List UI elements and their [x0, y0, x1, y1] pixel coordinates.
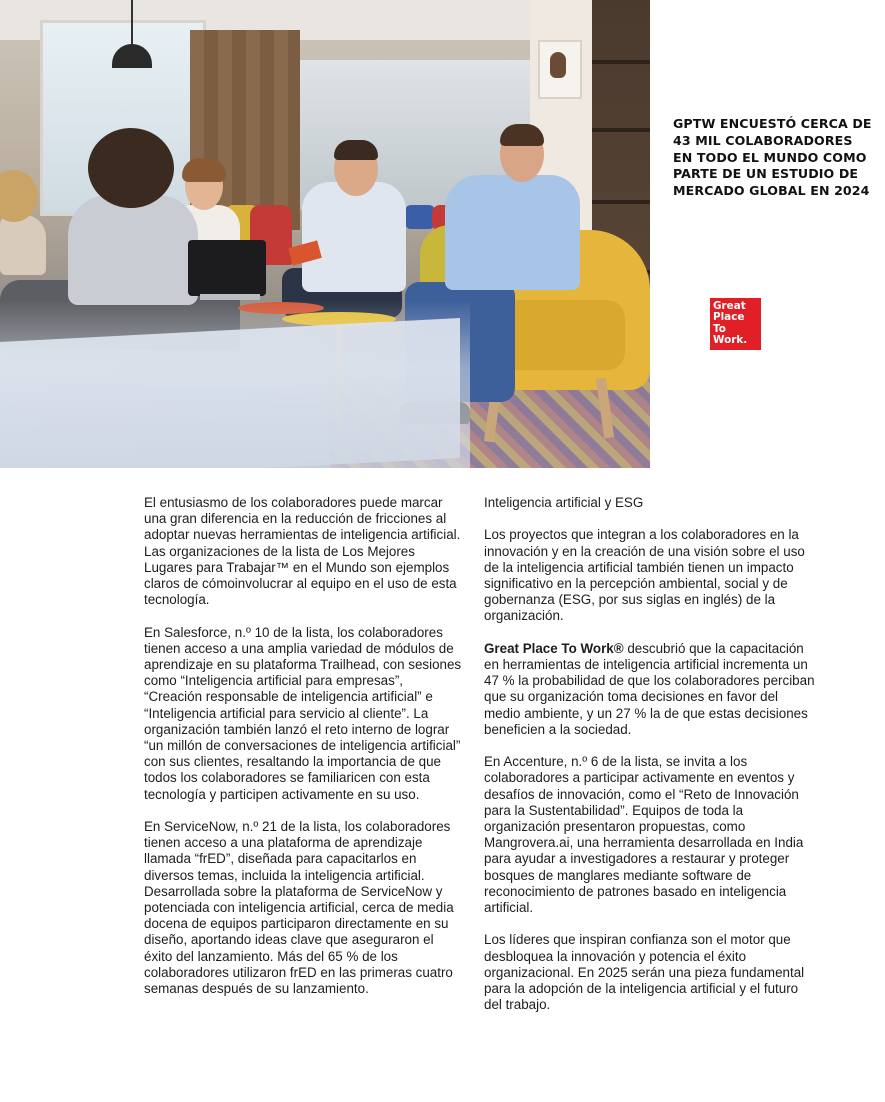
photo-shelf-line: [592, 60, 650, 64]
photo-shelf-line: [592, 128, 650, 132]
logo-line: Work.: [713, 334, 748, 347]
logo-line: Great: [713, 300, 746, 312]
owl-icon: [550, 52, 566, 78]
photo-chair: [405, 205, 435, 229]
photo-person-hair: [500, 124, 544, 146]
paragraph: En ServiceNow, n.º 21 de la lista, los colaboradores tienen acceso a una plataforma de aprendizaje llamada “frED”, diseñada para capacitarlos en diversos temas, incluida la inteligencia artificial. Desarrollada sobre la plataforma de ServiceNow y potenciada con inteligencia artificial, cerca de media docena de equipos participaron directamente en su diseño, aportando ideas clave que aseguraron el éxito del lanzamiento. Más del 65 % de los colaboradores utilizaron frED en las primeras cuatro semanas después de su lanzamiento.: [144, 819, 454, 997]
hero-photo-office-meeting: [0, 0, 650, 468]
bold-brand-name: Great Place To Work®: [484, 640, 624, 656]
paragraph-text: descubrió que la capacitación en herramientas de inteligencia artificial incrementa un 47 % la probabilidad de que los colaboradores perciban que su organización toma decisiones en favor del medio ambiente, y un 27 % la de que estas decisiones beneficien a la sociedad.: [484, 640, 815, 737]
paragraph: Los proyectos que integran a los colaboradores en la innovación y en la creación de una visión sobre el uso de la inteligencia artificial también tienen un impacto significativo en la percepción ambiental, social y de gobernanza (ESG, por sus siglas en inglés) de la organización.: [484, 527, 805, 624]
photo-person-head: [0, 170, 38, 222]
photo-person-body: [68, 195, 198, 305]
logo-line: To: [713, 322, 726, 335]
paragraph: En Salesforce, n.º 10 de la lista, los colaboradores tienen acceso a una amplia variedad de módulos de aprendizaje en su plataforma Trailhead, con sesiones como “Inteligencia artificial para empresas”, “Creación responsable de inteligencia artificial” e “Inteligencia artificial para servicio al cliente”. La organización también lanzó el reto interno de lograr “un millón de conversaciones de inteligencia artificial” con sus clientes, resaltando la importancia de que todos los colaboradores se familiaricen con esta tecnología y participen activamente en su uso.: [144, 624, 462, 802]
paragraph: El entusiasmo de los colaboradores puede marcar una gran diferencia en la reducción de fricciones al adoptar nuevas herramientas de inteligencia artificial. Las organizaciones de la lista de Los Mejores Lugares para Trabajar™ en el Mundo son ejemplos claros de cómoinvolucrar al equipo en el uso de esta tecnología.: [144, 495, 461, 608]
paragraph: En Accenture, n.º 6 de la lista, se invita a los colaboradores a participar activamente en eventos y desafíos de innovación, como el “Reto de Innovación para la Sustentabilidad”. Equipos de toda la organización presentaron propuestas, como Mangrovera.ai, una herramienta desarrollada en India para ayudar a investigadores a restaurar y proteger bosques de manglares mediante software de reconocimiento de patrones basado en inteligencia artificial.: [484, 754, 804, 916]
photo-person-body: [445, 175, 580, 290]
left-column: [144, 495, 464, 1013]
photo-blur-overlay: [0, 300, 470, 468]
right-column: [484, 495, 818, 1030]
paragraph: [484, 641, 818, 738]
logo-line: Place: [713, 311, 745, 324]
paragraph: Los líderes que inspiran confianza son el motor que desbloquea la innovación y potencia el éxito organizacional. En 2025 serán una pieza fundamental para la adopción de la inteligencia artificial y el futuro del trabajo.: [484, 932, 805, 1013]
laptop-icon: [188, 240, 266, 296]
photo-person-head: [88, 128, 174, 208]
photo-person-body: [0, 215, 46, 275]
photo-person-body: [302, 182, 406, 292]
photo-shelf-line: [592, 200, 650, 204]
photo-person-hair: [334, 140, 378, 160]
photo-person-hair: [182, 158, 226, 182]
gptw-logo: [710, 298, 761, 350]
photo-lamp-cord: [131, 0, 133, 46]
headline: GPTW ENCUESTÓ CERCA DE 43 MIL COLABORADORES EN TODO EL MUNDO COMO PARTE DE UN ESTUDIO DE MERCADO GLOBAL EN 2024: [673, 116, 872, 199]
section-heading: Inteligencia artificial y ESG: [484, 495, 644, 510]
